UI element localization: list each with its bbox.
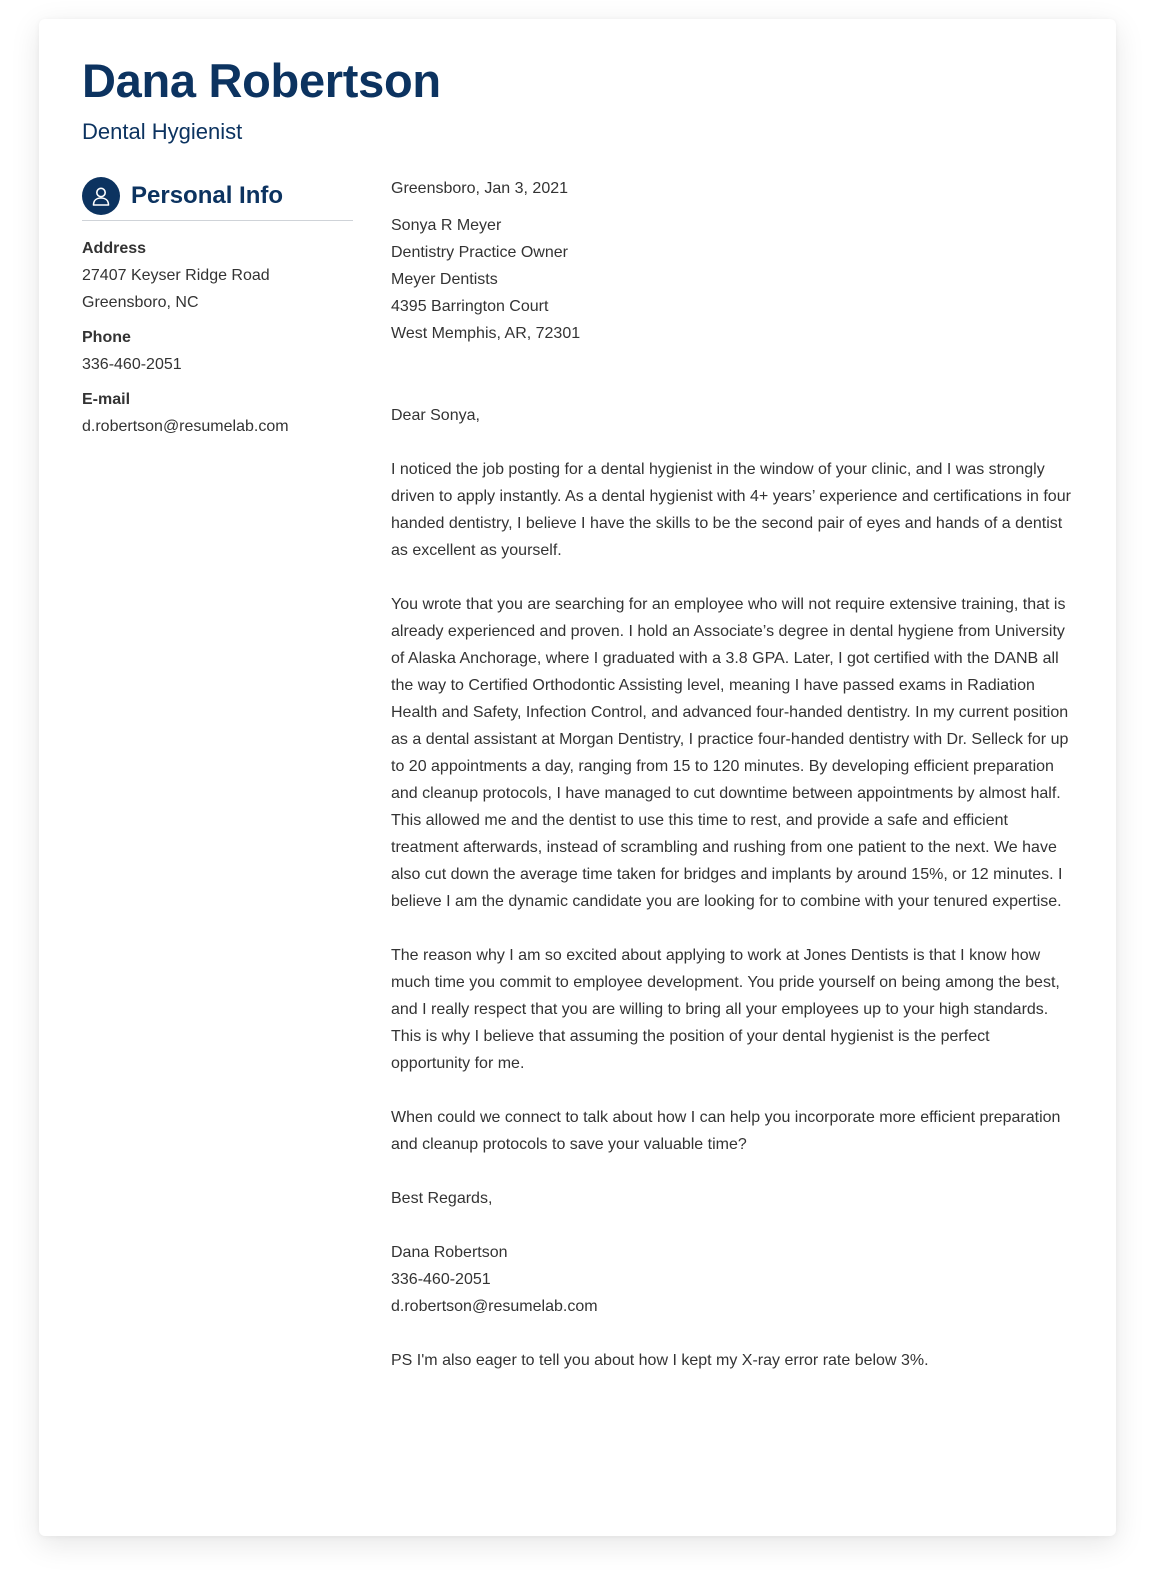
phone-label: Phone [82, 329, 131, 346]
signature-name: Dana Robertson [391, 1244, 508, 1261]
phone-block [82, 324, 353, 378]
recipient-name: Sonya R Meyer [391, 217, 502, 234]
letter-postscript: PS I'm also eager to tell you about how I kept my X-ray error rate below 3%. [391, 1352, 929, 1369]
letter-body [391, 175, 1071, 1374]
address-label: Address [82, 240, 147, 257]
address-block [82, 235, 353, 316]
recipient-company: Meyer Dentists [391, 271, 498, 288]
phone-value: 336-460-2051 [82, 356, 182, 373]
recipient-city: West Memphis, AR, 72301 [391, 325, 581, 342]
letter-date: Greensboro, Jan 3, 2021 [391, 180, 569, 197]
email-label: E-mail [82, 391, 131, 408]
sidebar [82, 175, 353, 440]
letter-paragraph-3: The reason why I am so excited about applying to work at Jones Dentists is that I know how much time you commit to employee development. You pride yourself on being among the best, and I really respect that you are willing to bring all your employees up to your high standards. This is why I believe that assuming the position of your dental hygienist is the perfect opportunity for me. [391, 947, 1060, 1072]
personal-info-title: Personal Info [131, 181, 284, 209]
email-value: d.robertson@resumelab.com [82, 418, 289, 435]
person-icon [82, 177, 120, 215]
cover-letter-page [39, 19, 1116, 1536]
applicant-name: Dana Robertson [82, 54, 441, 107]
address-line-1: 27407 Keyser Ridge Road [82, 267, 270, 284]
signature-phone: 336-460-2051 [391, 1271, 491, 1288]
address-line-2: Greensboro, NC [82, 294, 199, 311]
personal-info-header [82, 175, 353, 221]
letter-paragraph-1: I noticed the job posting for a dental hygienist in the window of your clinic, and I was strongly driven to apply instantly. As a dental hygienist with 4+ years’ experience and certifications in four handed dentistry, I believe I have the skills to be the second pair of eyes and hands of a dentist as excellent as yourself. [391, 461, 1071, 559]
recipient-block [391, 212, 1071, 347]
letter-closing: Best Regards, [391, 1190, 493, 1207]
signature-email: d.robertson@resumelab.com [391, 1298, 598, 1315]
letter-paragraph-4: When could we connect to talk about how I can help you incorporate more efficient preparation and cleanup protocols to save your valuable time? [391, 1109, 1061, 1153]
letter-paragraph-2: You wrote that you are searching for an employee who will not require extensive training, that is already experienced and proven. I hold an Associate’s degree in dental hygiene from University of Alaska Anchorage, where I graduated with a 3.8 GPA. Later, I got certified with the DANB all the way to Certified Orthodontic Assisting level, meaning I have passed exams in Radiation Health and Safety, Infection Control, and advanced four-handed dentistry. In my current position as a dental assistant at Morgan Dentistry, I practice four-handed dentistry with Dr. Selleck for up to 20 appointments a day, ranging from 15 to 120 minutes. By developing efficient preparation and cleanup protocols, I have managed to cut downtime between appointments by almost half. This allowed me and the dentist to use this time to rest, and provide a safe and efficient treatment afterwards, instead of scrambling and rushing from one patient to the next. We have also cut down the average time taken for bridges and implants by around 15%, or 12 minutes. I believe I am the dynamic candidate you are looking for to combine with your tenured expertise. [391, 596, 1069, 910]
email-block [82, 386, 353, 440]
recipient-street: 4395 Barrington Court [391, 298, 549, 315]
recipient-position: Dentistry Practice Owner [391, 244, 568, 261]
applicant-job-title: Dental Hygienist [82, 119, 243, 144]
signature-block [391, 1239, 1071, 1320]
letter-greeting: Dear Sonya, [391, 407, 480, 424]
